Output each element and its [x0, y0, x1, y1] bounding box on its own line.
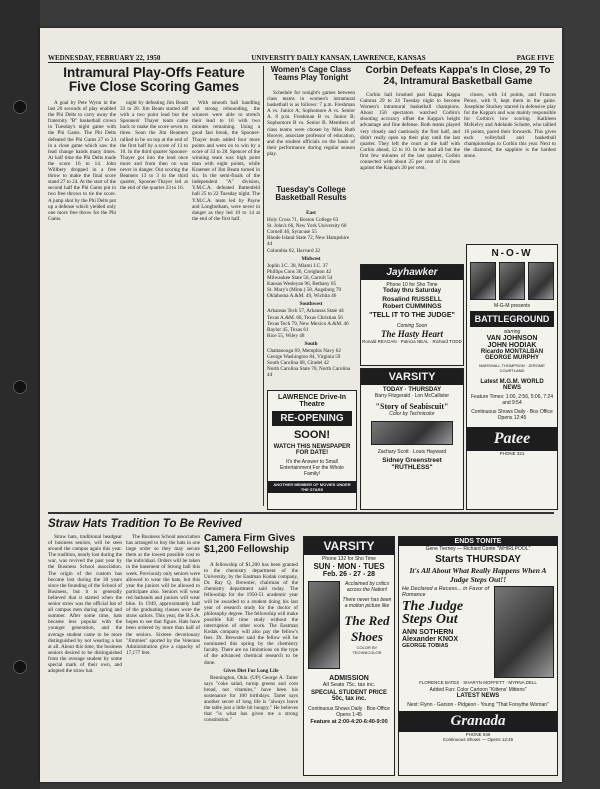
now-times: Feature Times: 1:00, 2:56, 5:06, 7:24 and 9:54	[471, 394, 553, 406]
score-line: Oklahoma A.&M. 49, Wichita 46	[267, 293, 337, 300]
score-line: Phillips Cons 36, Creighton 42	[267, 268, 332, 275]
straw-text-2: The Business School association has arranged to buy the hats in one large order so they may secure them at the lowest possible cost to the individual. Orders will be taken in the basement of Strong hall this week. Previously only seniors were allowed to wear the hats, but this year the juniors will be allowed to participate also. Seniors will wear red hatbands and juniors will wear blue. In 1949, approximately half of the graduating classes wore the straw sailors. This year, the B.S.A. hopes to see that figure. Hats have been ordered by more than half of the seniors. Sixteen devotionary "Jimmies" sported by the Veterans Administration give a capacity of 17,177 feet.	[126, 534, 200, 656]
jayhawker-coming: Coming Soon	[396, 323, 428, 329]
now-studio: M-G-M presents	[493, 303, 531, 309]
diet-headline: Gives Diet For Long Life	[223, 667, 279, 674]
judge-title: The Judge Steps Out	[402, 599, 464, 627]
newspaper-page	[40, 28, 562, 782]
intramural-col-2	[120, 100, 188, 445]
granada-ends: ENDS TONITE	[399, 537, 557, 546]
score-line: Rice 55, Wiley 48	[267, 332, 305, 339]
jayhawker-coming-title: The Hasty Heart	[381, 329, 443, 339]
now-star: GEORGE MURPHY	[484, 355, 539, 361]
drivein-watch: WATCH THIS NEWSPAPER FOR DATE!	[273, 444, 351, 456]
granada-art	[399, 586, 557, 678]
scores-region: South	[304, 340, 318, 347]
scores-headline: Tuesday's College Basketball Results	[275, 185, 347, 203]
straw-text-1: Straw hats, traditional headgear of business seniors, will be seen around the campus again this year. The tradition, nearly lost during the war, was revived the past year by the Business School association. The origin of the custom has become lost during the 30 years since the founding of the School of Business, but it is generally believed that it started when the senior straw was the official hat of all campus men during spring and summer. After some time, hats became less popular with the younger generation, and the average student came to be more distinguished by not wearing a hat at all. About this time, the business seniors desired to be distinguished from the average student by some special mark of their own, and adopted the straw hat.	[48, 534, 122, 675]
binding-hole	[13, 100, 27, 114]
granada-news: LATEST NEWS	[456, 693, 500, 699]
granada-starts: Starts THURSDAY	[435, 554, 521, 565]
corbin-headline: Corbin Defeats Kappa's In Close, 29 To 24, Intramural Basketball Game	[365, 65, 551, 87]
score-line: Milwaukee State 56, Carroll 54	[267, 274, 333, 281]
scores-region: Southwest	[299, 301, 323, 308]
varsity-title: "Story of Seabiscuit"	[375, 402, 449, 411]
varsity2-phone: Phone 132 for Sho Time	[322, 556, 376, 562]
jayhawker-star: Robert CUMMINGS	[382, 303, 442, 310]
masthead	[48, 50, 554, 63]
granada-logo: Granada	[399, 711, 557, 732]
granada-ends-film: Gene Tierney — Richard Conte "WHIRLPOOL"	[425, 546, 531, 552]
corbin-col-2	[464, 92, 556, 240]
varsity-color: Color by Technicolor	[389, 411, 435, 417]
varsity2-shows: Continuous Shows Daily · Box-Office Opens 1:45	[308, 706, 390, 718]
binding-hole	[13, 660, 27, 674]
granada-added: Added Fun: Color Cartoon "Kittens' Mittens"	[429, 687, 527, 693]
score-line: Baylor 45, Texas 61	[267, 326, 309, 333]
varsity2-feature: Feature at 2:00-4:20-6:40-9:00	[310, 719, 388, 725]
patee-logo: Patee	[467, 427, 557, 451]
varsity-second-stars: Zachary Scott · Louis Hayward	[377, 449, 447, 455]
jayhawker-dates: Today thru Saturday	[383, 288, 441, 294]
jayhawker-phone: Phone 10 for Sho Time	[386, 282, 438, 288]
binding-hole	[13, 380, 27, 394]
jayhawker-star: Rosalind RUSSELL	[382, 296, 442, 303]
score-line: Holy Cross 71, Boston College 63	[267, 217, 339, 224]
varsity2-color: COLOR BY TECHNICOLOR	[352, 645, 382, 655]
cage-text: Schedule for tonight's games between class teams in women's intramural basketball is as follows: 7 p.m. Freshman A vs. Junior A; Sophomore A vs. Senior A. 8 p.m. Freshman B vs. Junior B; Sophomore B vs. Senior B. Members of class teams were chosen by Miss Ruth Hoover, associate professor of education, and the student officials on the basis of their performance during regular season play.	[267, 90, 355, 157]
scores-region: East	[306, 210, 316, 216]
corbin-text-2: closes, with 14 points, and Frances Pence, with 9, kept them in the game. Josephine Stuckey starred in defensive play for the Kappa's and was mainly responsible for Corbin's low scoring. Kathleen McKelvy and Adelaide Schutte, who tallied 16 points, paced their forwards. This gives each volleyball and basketball championships to Corbin this year. Next to the diamond, the sapphire is the hardest stone.	[464, 92, 556, 159]
intramural-text-3: With smooth ball handling and strong rebounding, the winners were able to stretch their lead to 10 with two minutes remaining. Using a good fast break, the Spooner-Thayer team added four more points and went on to win by a score of 33 to 28. Spencer of the winning team was high point man with eight points, while Kraemer of Jim Beam turned in six. In the semi-finals of the independent "A" division, Y.M.C.A. defeated Battenfeld hall 25 to 22 Tuesday night. The Y.M.C.A. team led by Payne and Longbotham, were never in danger as they led 10 to 14 at the end of the first half.	[192, 100, 260, 222]
score-line: Texas A.&M. 60, Texas Christian 56	[267, 314, 343, 321]
drivein-ad	[267, 390, 357, 510]
dancer-photo	[308, 581, 340, 669]
intramural-text-1: A goal by Pete Wynn in the last 20 seconds of play enabled the Phi Delts to carry away the fraternity "B" basketball crown in Tuesday's night game with the Phi Gams. The Phi Delts defeated the Phi Gams 27 to 24 in a close game which saw the lead change hands many times. At half time the Phi Delts made the score 16 to 14. John Willbery dropped in a free throw to make the final score stand 27 to 24. At the start of the second half the Phi Gams put in two free throws to tie the score. A jump shot by the Phi Delts put up a defense which yielded only one more free throw for the Phi Gams.	[48, 100, 116, 222]
diet-text: Bennington, Okla. (UP) George A. Tarter says "coke salad, turnip greens and corn bread, not vitamins," have been his sustenance for 100 birthdays. Tarter says another secret of long life is "always leave the table just a little bit hungry." He believes that "is what has given me a strong constitution."	[204, 674, 298, 724]
varsity-name: VARSITY	[361, 369, 463, 385]
jayhawker-title: "TELL IT TO THE JUDGE"	[369, 312, 455, 319]
actor-photo	[470, 262, 496, 300]
granada-footer: Continuous Shows — Opens 12:45	[442, 737, 514, 742]
masthead-date: WEDNESDAY, FEBRUARY 22, 1950	[48, 54, 161, 62]
granada-star: GEORGE TOBIAS	[402, 643, 449, 649]
score-line: St. Mary's (Minn.) 58, Augsburg 70	[267, 287, 342, 294]
now-starring: starring	[503, 329, 521, 335]
corbin-text-1: Corbin hall brushed past Kappa Kappa Gamma 29 to 24 Tuesday night to become Women's intramural basketball champions. About 150 spectators watched Corbin's shooting accuracy offset the Kappa's height advantage and fine defense. Both teams played very closely and cautiously the first half, and didn't really open up their play until the last quarter. They left the court at the half with Corbin ahead, 12 to 10. In the lead all but the first few minutes of the last quarter, Corbin connected with about 25 per cent of its shots against the Kappa's 20 per cent.	[360, 92, 460, 172]
actor-photo	[499, 262, 525, 300]
score-line: Chattanooga 69, Memphis Navy 62	[267, 347, 341, 354]
score-line: Texas Tech 79, New Mexico A.&M. 46	[267, 320, 349, 327]
score-line: Columbia 62, Harvard 32	[267, 247, 321, 254]
student-price: SPECIAL STUDENT PRICE 50c, tax inc.	[311, 690, 387, 702]
now-title: BATTLEGROUND	[470, 311, 554, 327]
camera-column	[204, 562, 298, 774]
now-star: VAN JOHNSON	[486, 335, 538, 342]
granada-ad	[398, 536, 558, 776]
jayhawker-name: Jayhawker	[361, 265, 463, 280]
scores-column	[267, 208, 355, 386]
straw-hats-headline: Straw Hats Tradition To Be Revived	[48, 518, 242, 530]
score-line: St. John's 66, New York University 60	[267, 223, 347, 230]
varsity-ad-2	[303, 536, 395, 776]
score-line: Cornell 46, Syracuse 55	[267, 229, 317, 236]
score-line: North Carolina State 70, North Carolina 44	[267, 366, 351, 379]
drivein-tag: It's the Answer to Small Entertainment For the Whole Family!	[280, 459, 344, 477]
ann-sothern-photo	[494, 586, 554, 678]
granada-next: Next: Flynn - Garson - Pidgeon - Young "That Forsythe Woman"	[407, 702, 549, 708]
granada-tagline: It's All About What Really Happens When A Judge Steps Out!!	[409, 566, 547, 584]
score-line: Kansas Wesleyan 96, Bethany 65	[267, 281, 337, 288]
straw-col-1	[48, 534, 122, 774]
granada-star: Alexander KNOX	[402, 636, 459, 643]
varsity2-dates: SUN · MON · TUES	[313, 562, 385, 571]
intramural-text-2: night by defeating Jim Beam 33 to 28. Jim Beam started off with a two point lead but the Spooners' Thayer team came back to make the score seven to three. Soon the Jim Beamers rallied to be on top at the end of the first half by a score of 13 to 10. In the third quarter Spooner-Thayer got into the lead once more and from then on was never in danger. Out scoring the Beamers 13 to 3 in the third quarter, Spooner-Thayer led at the end of the quarter 23 to 16.	[120, 100, 188, 192]
varsity2-name: VARSITY	[304, 537, 394, 555]
scores-region: Midwest	[301, 255, 321, 262]
score-line: South Carolina 68, Citadel 42	[267, 360, 329, 367]
admission-label: ADMISSION	[329, 675, 369, 682]
score-line: Joplin J.C. 38, Miami J.C. 37	[267, 262, 328, 269]
now-photos	[467, 262, 557, 300]
score-line: Rhode Island State 72, New Hampshire 44	[267, 235, 350, 248]
cage-column	[267, 90, 355, 182]
intramural-col-1	[48, 100, 116, 445]
now-info: Continuous Shows Daily · Box Office Opens 12:45	[471, 409, 553, 421]
now-label: N-O-W	[491, 248, 533, 259]
varsity2-quote: There never has been a motion picture like	[342, 597, 392, 609]
masthead-paper: UNIVERSITY DAILY KANSAN, LAWRENCE, KANSAS	[251, 54, 426, 62]
varsity-second-title: Sidney Greenstreet "RUTHLESS"	[382, 457, 442, 471]
granada-phone: PHONE 946	[465, 732, 491, 737]
varsity-stars: Barry Fitzgerald · Lon McCallister	[374, 393, 450, 399]
now-added: Latest M.G.M. WORLD NEWS	[480, 379, 544, 391]
drivein-footer: ANOTHER MEMBER OF MOVIES UNDER THE STARS	[268, 481, 356, 493]
camera-headline: Camera Firm Gives $1,200 Fellowship	[204, 533, 296, 555]
varsity2-days: Feb. 26 - 27 - 28	[322, 571, 376, 578]
jayhawker-coming-stars: Ronald REAGAN · Patricia NEAL · Richard TODD	[362, 339, 462, 344]
jayhawker-ad	[360, 264, 464, 366]
score-line: Arkansas Tech 57, Arkansas State 44	[267, 308, 344, 315]
corbin-col-1	[360, 92, 460, 260]
now-star: JOHN HODIAK	[487, 342, 537, 349]
drivein-soon: SOON!	[293, 429, 331, 441]
straw-col-2	[126, 534, 200, 774]
masthead-page: PAGE FIVE	[516, 54, 554, 62]
score-line: George Washington 84, Virginia 59	[267, 354, 341, 361]
actor-photo	[528, 262, 554, 300]
granada-star: ANN SOTHERN	[402, 629, 454, 636]
granada-support: FLORENCE BATES · SHARYN MOFFETT · MYRNA DELL	[419, 680, 537, 685]
varsity-ad-1	[360, 368, 464, 510]
binding-strip	[0, 0, 40, 789]
section-rule	[48, 512, 554, 514]
patee-phone: PHONE 321	[499, 451, 525, 456]
red-shoes-art	[304, 581, 394, 669]
patee-ad	[466, 244, 558, 510]
now-support: MARSHALL THOMPSON · JEROME COURTLAND	[479, 363, 545, 373]
red-shoes-title: The Red Shoes	[344, 613, 390, 644]
drivein-banner: RE-OPENING	[272, 411, 352, 426]
varsity-photo	[371, 421, 453, 445]
varsity2-acclaim: Acclaimed by critics across the Nation!	[345, 581, 389, 593]
camera-text: A fellowship of $1,200 has been granted to the chemistry department of the University, by the Eastman Kodak company, Dr. Ray Q. Brewster, chairman of the chemistry department said today. The fellowship for the 1950-51 academic year will be awarded to a student doing his last year of research study for the doctor of philosophy degree. The fellowship will make possible full time study without the interruption of other work. The Eastman Kodak company will also pay the fellow's fees. Dr. Brewster said the fellow will be nominated this spring by the chemistry faculty. There are no limitations on the type of the advanced chemical research to be done.	[204, 562, 298, 666]
cage-headline: Women's Cage Class Teams Play Tonight	[270, 65, 352, 83]
now-star: Ricardo MONTALBAN	[480, 349, 544, 355]
granada-declared: He Declared a Recess... in Favor of Romance	[402, 586, 490, 598]
intramural-headline: Intramural Play-Offs Feature Five Close Scoring Games	[63, 65, 245, 95]
intramural-col-3	[192, 100, 260, 445]
admission-prices: All Seats 75c, tax inc.	[322, 682, 376, 688]
drivein-name: LAWRENCE Drive-In Theatre	[277, 394, 347, 408]
varsity-dates: TODAY · THURSDAY	[382, 387, 442, 393]
column-rule	[263, 66, 264, 506]
